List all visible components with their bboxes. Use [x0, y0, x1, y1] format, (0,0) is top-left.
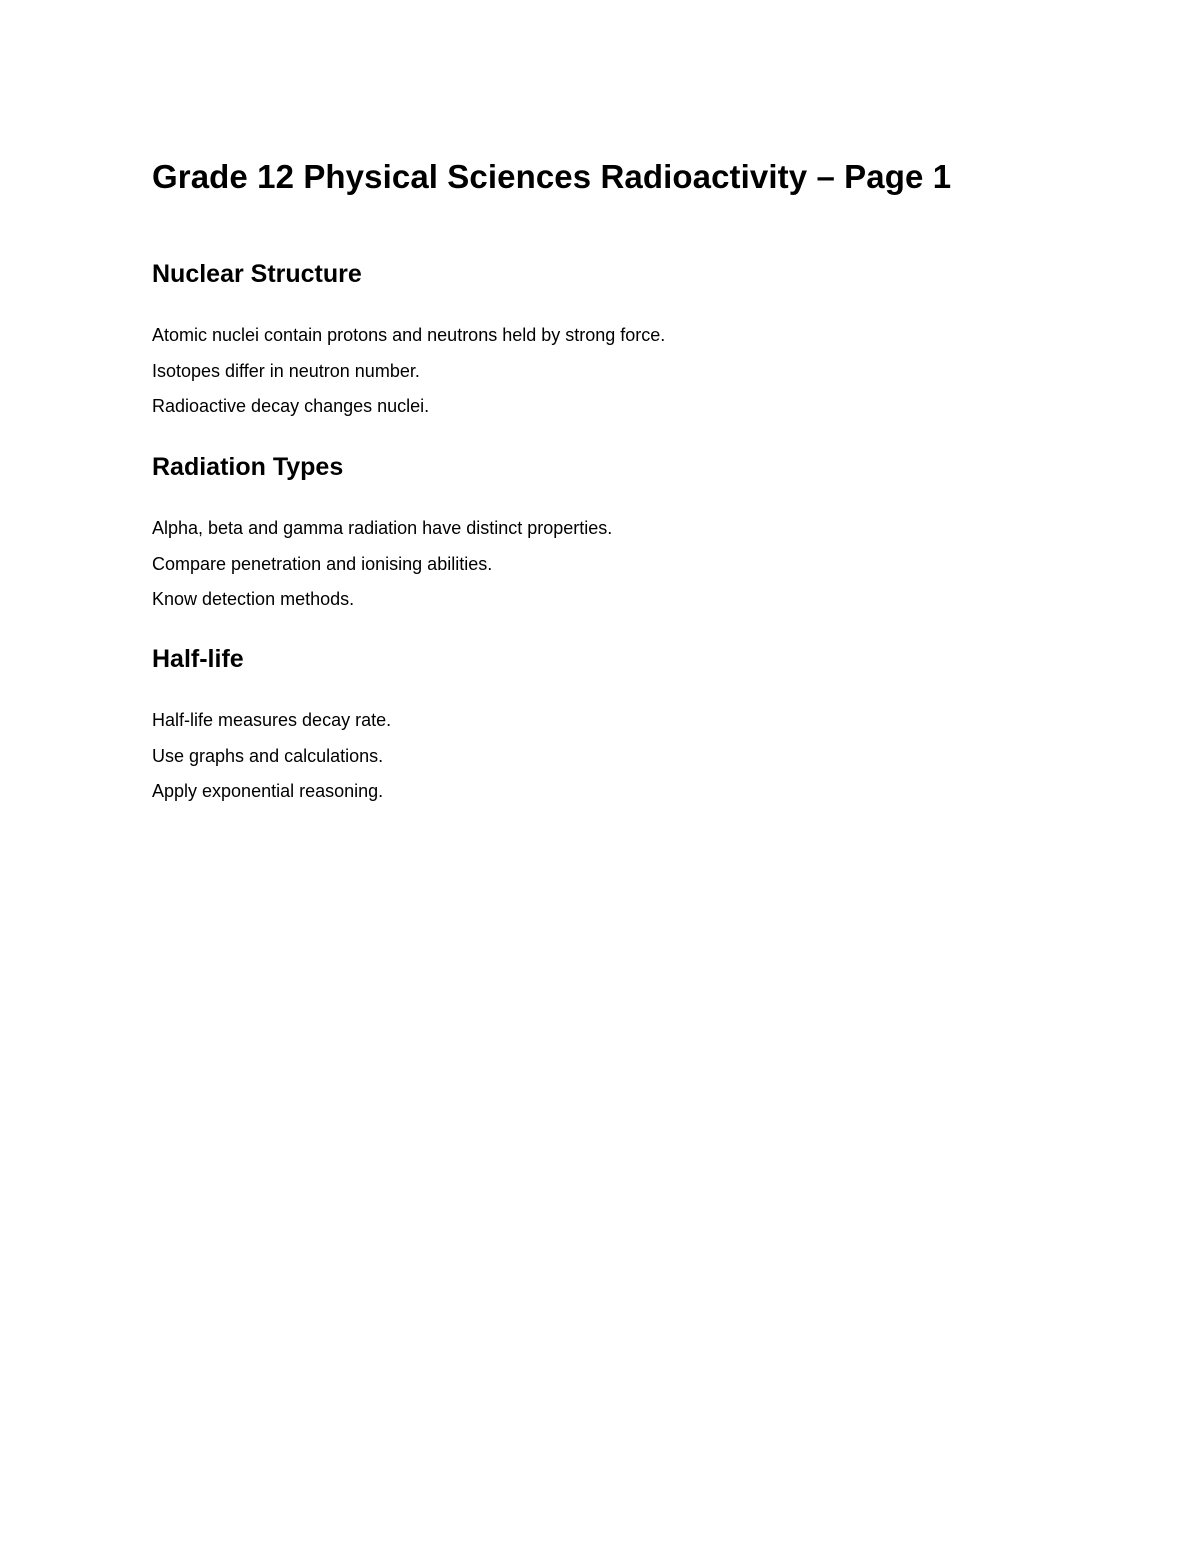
text-line: Atomic nuclei contain protons and neutrons held by strong force. [152, 325, 666, 345]
section-lines [152, 318, 665, 425]
text-line: Use graphs and calculations. [152, 745, 384, 766]
text-line: Compare penetration and ionising abilities. [152, 553, 493, 574]
text-line: Half-life measures decay rate. [152, 710, 392, 730]
section-lines [152, 511, 612, 618]
section-lines [152, 703, 391, 810]
section-half-life [152, 642, 1112, 801]
text-line: Isotopes differ in neutron number. [152, 360, 420, 381]
text-line: Alpha, beta and gamma radiation have distinct properties. [152, 518, 613, 538]
text-line: Apply exponential reasoning. [152, 781, 384, 801]
section-heading: Half-life [152, 645, 244, 673]
text-line: Radioactive decay changes nuclei. [152, 396, 430, 416]
section-radiation-types [152, 450, 1112, 609]
text-line: Know detection methods. [152, 589, 355, 609]
document-title: Grade 12 Physical Sciences Radioactivity – Page 1 [152, 158, 952, 195]
section-heading: Nuclear Structure [152, 260, 362, 288]
section-nuclear-structure [152, 257, 1112, 416]
section-heading: Radiation Types [152, 453, 344, 481]
